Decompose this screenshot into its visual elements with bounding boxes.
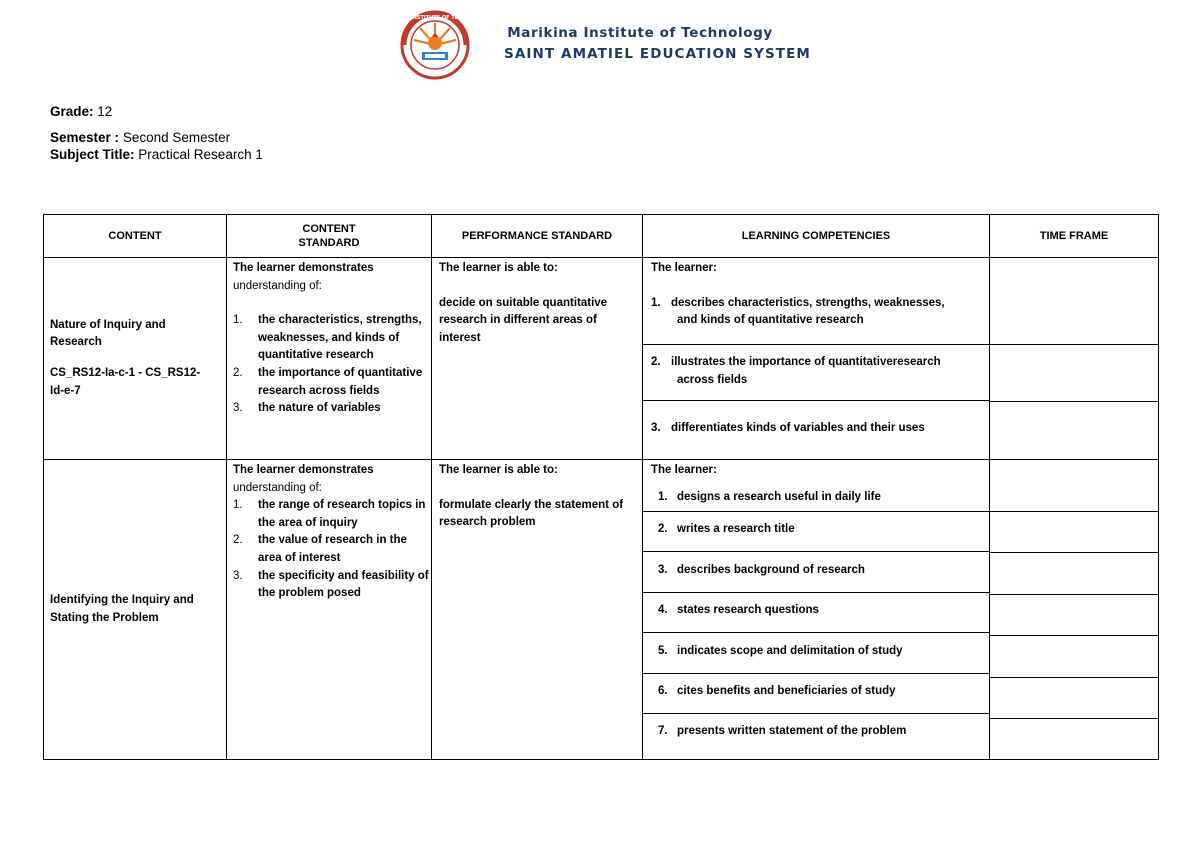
item-text: the specificity and feasibility of the problem posed [258,569,429,600]
time-frame-slot [990,511,1158,552]
education-system-name: SAINT AMATIEL EDUCATION SYSTEM [504,46,811,62]
header-performance-standard: PERFORMANCE STANDARD [432,215,643,258]
content-standard-cell [227,460,432,760]
learning-competencies-cell [643,258,990,460]
competency-code: CS_RS12-Ia-c-1 - CS_RS12- [50,367,201,379]
lc-block [643,511,989,551]
performance-standard-cell [432,258,643,460]
item-number: 3. [233,569,243,582]
content-line: Identifying the Inquiry and [50,593,194,606]
lc-text: presents written statement of the problem [677,725,907,737]
content-cell [44,258,227,460]
lc-text: designs a research useful in daily life [677,490,881,503]
header-content-standard [227,215,432,258]
item-text: the importance of quantitative research across fields [258,366,423,397]
lc-text: states research questions [677,604,819,616]
list-item [233,568,431,603]
grade-label: Grade: [50,104,94,119]
ps-description: formulate clearly the statement of research problem [439,498,624,529]
content-cell [44,460,227,760]
list-item [233,400,431,418]
time-frame-cell [990,460,1159,760]
lc-text: describes background of research [677,564,865,576]
lc-block [643,551,989,592]
time-frame-cell [990,258,1159,460]
grade-value: 12 [97,104,113,119]
competency-code: Id-e-7 [50,384,81,397]
time-frame-slot [990,635,1158,677]
performance-standard-cell [432,460,643,760]
lc-text: differentiates kinds of variables and their uses [671,422,925,434]
cs-intro-line: The learner demonstrates [233,262,374,274]
item-number: 2. [233,366,243,379]
content-line: Stating the Problem [50,611,159,624]
time-frame-slot [990,718,1158,759]
lc-item [651,602,981,620]
table-row [44,258,1159,460]
lc-intro: The learner: [651,262,717,274]
header-time-frame: TIME FRAME [990,215,1159,258]
lc-block [643,632,989,673]
lc-number: 3. [651,422,661,434]
lc-intro: The learner: [651,464,717,476]
time-frame-slot [990,594,1158,635]
semester-line [50,129,230,146]
item-text: the nature of variables [258,402,381,415]
lc-number: 4. [658,604,668,616]
lc-number: 1. [658,490,668,503]
content-standard-list [227,497,431,603]
grade-line [50,103,112,120]
content-line: Nature of Inquiry and [50,318,166,331]
lc-number: 1. [651,296,661,309]
item-number: 3. [233,402,243,415]
lc-item [651,562,981,580]
lc-text: illustrates the importance of quantitativeresearch [671,356,941,368]
logo-text: MARIKINA INSTITUTE OF TECHNOLOGY [380,15,490,21]
time-frame-slot [990,552,1158,594]
lc-number: 7. [658,725,668,737]
ps-intro: The learner is able to: [439,464,558,476]
header-learning-competencies: LEARNING COMPETENCIES [643,215,990,258]
list-item [233,532,431,567]
lc-text: across fields [677,373,748,386]
lc-block [643,400,989,457]
lc-item [651,521,981,539]
subject-label: Subject Title: [50,147,135,162]
time-frame-slot [990,258,1158,344]
time-frame-slot [990,344,1158,401]
cs-intro-line: understanding of: [233,279,322,292]
lc-item [651,489,981,507]
lc-block [643,592,989,632]
lc-block [643,673,989,713]
list-item [233,497,431,532]
item-text: the range of research topics in the area of inquiry [258,499,426,529]
lc-item [651,354,981,389]
lc-number: 5. [658,645,668,657]
lc-text: and kinds of quantitative research [677,314,864,327]
lc-item [651,683,981,701]
item-number: 2. [233,534,243,547]
lc-block [643,713,989,753]
learning-competencies-cell [643,460,990,760]
curriculum-table [43,214,1159,760]
ps-intro: The learner is able to: [439,262,558,274]
header-content: CONTENT [44,215,227,258]
semester-value: Second Semester [122,130,231,145]
lc-text: writes a research title [677,523,795,535]
list-item [233,312,431,365]
ps-description: decide on suitable quantitative research in different areas of interest [439,296,608,344]
content-text [44,317,226,400]
content-standard-intro [227,258,431,312]
list-item [233,365,431,400]
lc-text: indicates scope and delimitation of study [677,645,903,657]
lc-number: 2. [651,356,661,368]
lc-block [643,460,989,511]
time-frame-slot [990,677,1158,718]
lc-item [651,723,981,741]
lc-text: cites benefits and beneficiaries of study [677,685,896,697]
item-text: the value of research in the area of interest [258,534,407,564]
cs-intro-line: understanding of: [233,481,322,494]
subject-value: Practical Research 1 [138,147,263,162]
content-text [44,592,226,627]
lc-item [651,295,981,330]
header-content-standard-line1: CONTENT [302,223,356,235]
table-row [44,460,1159,760]
content-standard-cell [227,258,432,460]
institution-name: Marikina Institute of Technology [507,25,773,41]
item-text: the characteristics, strengths, weaknesses, and kinds of quantitative research [258,314,422,362]
lc-text: describes characteristics, strengths, weaknesses, [671,296,945,309]
semester-label: Semester : [50,130,120,145]
lc-block [643,258,989,344]
table-header-row [44,215,1159,258]
content-line: Research [50,336,102,349]
item-number: 1. [233,499,243,512]
item-number: 1. [233,314,243,327]
lc-number: 6. [658,685,668,697]
lc-number: 3. [658,564,668,576]
content-standard-list [227,312,431,418]
lc-number: 2. [658,523,668,535]
performance-standard-text [432,258,642,347]
school-logo [380,10,490,80]
time-frame-slot [990,460,1158,511]
performance-standard-text [432,460,642,532]
subject-line [50,146,263,163]
header-content-standard-line2: STANDARD [298,237,360,249]
cs-intro-line: The learner demonstrates [233,464,374,476]
time-frame-slot [990,401,1158,459]
lc-block [643,344,989,400]
lc-item [651,643,981,661]
content-standard-intro [227,460,431,497]
lc-item [651,420,981,438]
